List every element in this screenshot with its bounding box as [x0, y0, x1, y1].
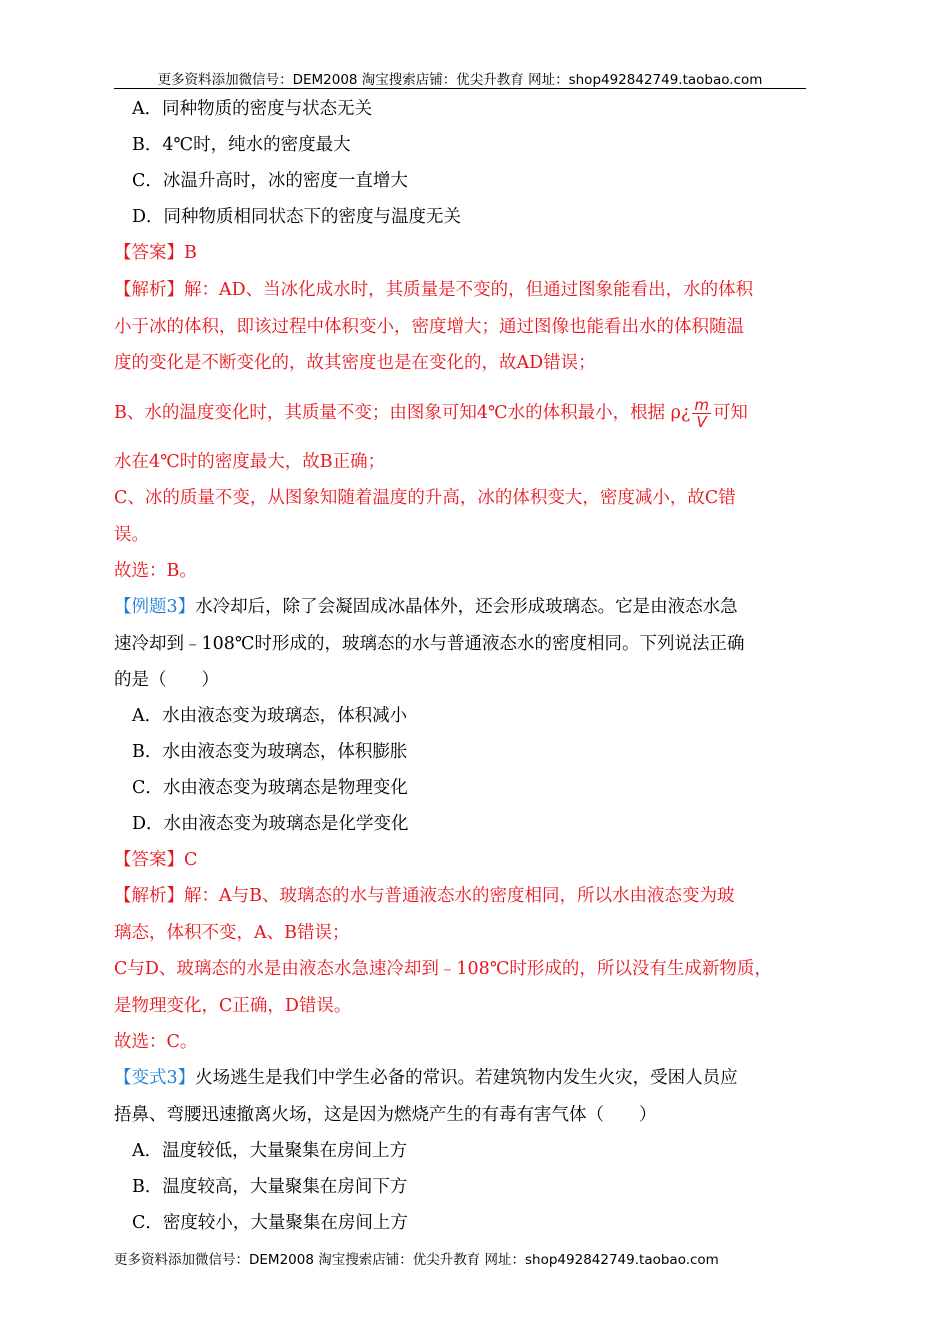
page-header: 更多资料添加微信号：DEM2008 淘宝搜索店铺：优尖升教育 网址：shop492842749.taobao.com — [157, 72, 763, 88]
variant-tag: 【变式3】 — [114, 1068, 196, 1088]
ex3-stem-line-1 — [114, 595, 738, 619]
ex3-analysis-line-4: 是物理变化，C正确，D错误。 — [114, 996, 352, 1016]
answer-tag: 【答案】 — [114, 850, 184, 870]
var3-stem-text: 火场逃生是我们中学生必备的常识。若建筑物内发生火灾，受困人员应 — [195, 1068, 738, 1088]
q2-option-a: A．同种物质的密度与状态无关 — [132, 99, 373, 119]
var3-stem-line-1 — [114, 1066, 738, 1090]
q2-analysis-b-line — [114, 395, 748, 431]
q2-conclusion: 故选：B。 — [114, 561, 197, 581]
analysis-b-text-end: 可知 — [712, 403, 748, 423]
q2-option-d: D．同种物质相同状态下的密度与温度无关 — [132, 207, 462, 227]
ex3-option-b: B．水由液态变为玻璃态，体积膨胀 — [132, 742, 408, 762]
q2-analysis-line-6: C、冰的质量不变，从图象知随着温度的升高，冰的体积变大，密度减小，故C错 — [114, 488, 736, 508]
fraction-denominator: V — [696, 413, 707, 431]
var3-option-b: B．温度较高，大量聚集在房间下方 — [132, 1177, 408, 1197]
q2-analysis-line-5: 水在4℃时的密度最大，故B正确； — [114, 452, 386, 472]
ex3-stem-line-3: 的是（ ） — [114, 670, 219, 690]
var3-stem-line-2: 捂鼻、弯腰迅速撤离火场，这是因为燃烧产生的有毒有害气体（ ） — [114, 1105, 657, 1125]
ex3-option-d: D．水由液态变为玻璃态是化学变化 — [132, 814, 409, 834]
q2-option-b: B．4℃时，纯水的密度最大 — [132, 135, 351, 155]
q2-analysis-line-1 — [114, 278, 753, 302]
answer-value: B — [184, 243, 197, 263]
analysis-text: 解：AD、当冰化成水时，其质量是不变的，但通过图象能看出，水的体积 — [184, 280, 754, 300]
answer-tag: 【答案】 — [114, 243, 184, 263]
analysis-tag: 【解析】 — [114, 280, 184, 300]
ex3-analysis-line-3: C与D、玻璃态的水是由液态水急速冷却到﹣108℃时形成的，所以没有生成新物质， — [114, 959, 772, 979]
q2-analysis-line-7: 误。 — [114, 525, 149, 545]
analysis-b-symbol: ¿ — [680, 403, 691, 423]
analysis-text: 解：A与B、玻璃态的水与普通液态水的密度相同，所以水由液态变为玻 — [184, 886, 735, 906]
ex3-analysis-line-2: 璃态，体积不变，A、B错误； — [114, 923, 350, 943]
answer-value: C — [184, 850, 198, 870]
fraction-numerator: m — [694, 396, 709, 414]
analysis-b-text: B、水的温度变化时，其质量不变；由图象可知4℃水的体积最小，根据 ρ — [114, 403, 681, 423]
ex3-stem-text: 水冷却后，除了会凝固成冰晶体外，还会形成玻璃态。它是由液态水急 — [195, 597, 738, 617]
q2-analysis-line-3: 度的变化是不断变化的，故其密度也是在变化的，故AD错误； — [114, 353, 596, 373]
q2-answer — [114, 241, 197, 265]
analysis-tag: 【解析】 — [114, 886, 184, 906]
ex3-option-c: C．水由液态变为玻璃态是物理变化 — [132, 778, 408, 798]
ex3-analysis-line-1 — [114, 884, 735, 908]
ex3-option-a: A．水由液态变为玻璃态，体积减小 — [132, 706, 408, 726]
page-footer: 更多资料添加微信号：DEM2008 淘宝搜索店铺：优尖升教育 网址：shop492842749.taobao.com — [114, 1252, 719, 1268]
q2-analysis-line-2: 小于冰的体积，即该过程中体积变小，密度增大；通过图像也能看出水的体积随温 — [114, 317, 744, 337]
ex3-stem-line-2: 速冷却到﹣108℃时形成的，玻璃态的水与普通液态水的密度相同。下列说法正确 — [114, 634, 745, 654]
q2-option-c: C．冰温升高时，冰的密度一直增大 — [132, 171, 408, 191]
ex3-conclusion: 故选：C。 — [114, 1032, 198, 1052]
var3-option-a: A．温度较低，大量聚集在房间上方 — [132, 1141, 408, 1161]
example-tag: 【例题3】 — [114, 597, 196, 617]
ex3-answer — [114, 848, 197, 872]
header-divider — [114, 88, 806, 89]
density-fraction — [692, 397, 711, 430]
var3-option-c: C．密度较小，大量聚集在房间上方 — [132, 1213, 408, 1233]
